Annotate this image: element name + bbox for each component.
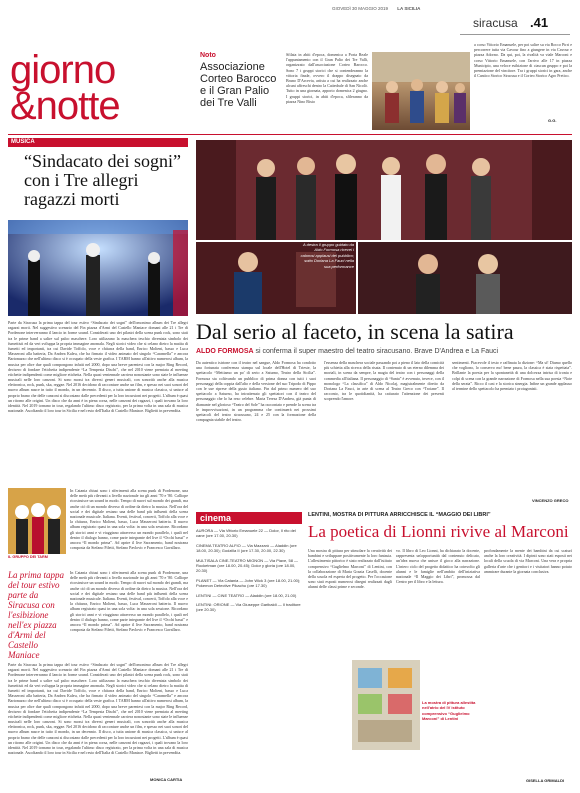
musica-pullquote: La prima tappa del tour estivo parte da Siracusa con l'esibizione nell'ex piazza d'Armi del Castello Maniace (8, 570, 65, 660)
musica-headline: “Sindacato dei sogni” con i Tre allegri ragazzi morti (24, 151, 181, 209)
corteo-illustration (372, 52, 470, 130)
stage-group-illustration (196, 140, 572, 240)
section-divider (8, 134, 572, 135)
actors-illustration (358, 242, 572, 314)
header-rule (460, 34, 570, 35)
masthead (10, 48, 170, 128)
musica-body-right: In Catania chiusi sono i riferimenti alla scena punk di Pordenone, una delle metà più rilevanti a livello nazionale tra gli anni '70 e '80. Calliope ricostruisce un sound in modo. Tempo di nuovi sul mondo dei grandi, ma anche ciò di un mondo diverso di ordine da dietro la musica. Nell'ora del social e dei digitale restano una delle band più influenti della scena nazionale musicale. Italiana. Eventi, festival, concerti, Toffolo alla voce e la chitarra, Enrico Molteni, basso, Luca Masseroni batteria. Il nuovo album registrato quasi in una sola volta: in una sola sessione. Ricordano gli storici anni e vi viaggiano attraverso un mondo parallelo, i quali nel dentro il dialogo hanno, come parte integrante del live il “Occhi bassi” e ancora “Il mondo prima”. Ad aprire il live Sacramento, band nostrana composta da Stefano Filetti, Stefano Pavlovic e Francesco Gavallaro. (70, 488, 188, 551)
musica-label (8, 138, 188, 147)
musica-body-bottom: In Catania chiusi sono i riferimenti alla scena punk di Pordenone, una delle metà più rilevanti a livello nazionale tra gli anni '70 e '80. Calliope ricostruisce un sound in modo. Tempo di nuovi sul mondo dei grandi, ma anche ciò di un mondo diverso di ordine da dietro la musica. Nell'ora del social e dei digitale restano una delle band più influenti della scena nazionale musicale. Italiana. Eventi, festival, concerti, Toffolo alla voce e la chitarra, Enrico Molteni, basso, Luca Masseroni batteria. Il nuovo album registrato quasi in una sola volta: in una sola sessione. Ricordano gli storici anni e vi viaggiano attraverso un mondo parallelo, i quali nel dentro il dialogo hanno, come parte integrante del live il “Occhi bassi” e ancora “Il mondo prima”. Ad aprire il live Sacramento, band nostrana composta da Stefano Filetti, Stefano Pavlovic e Francesco Gavallaro. (70, 570, 188, 633)
satira-col2: l'essenza della maschera sociale passando poi a pieno il lato della comicità più schietta alla ricerca della risata. Il contenuto di un eterno dilemma dei mortali, in scena da sempre, la magia del teatro con i personaggi della commedia all'italiana. Il personaggio di “Santa” è avvenuto, invece, con il monologo “La classifica” di Aldo Nicolaj, magistralmente diretto da Doriana La Fauci, in arte di scena al Teatro Greco con “Troiane”. Il racconto, tra le quotidianità, ha catturato l'attenzione dei presenti scoprendo l'amore. (324, 360, 444, 402)
satira-subhead-text: si conferma il super maestro del teatro siracusano. Brave D'Andrea e La Fauci (255, 348, 499, 355)
lentini-col1: Una mostra di pittura per stimolare la creatività dei bambini e sviluppare positivamente la loro fantasia. L'allestimento pittorico è stato realizzato dall'istituto comprensivo “Guglielmo Marconi” di Lentini, con la collaborazione di Maria Grazia Caselli, docente della scuola ed esperta del progetto. Per l'occasione sono stati esposti numerosi disegni realizzati dagli alunni delle classi prime e seconde. (308, 548, 392, 590)
musica-body: Parte da Siracusa la prima tappa del tour estivo “Sindacato dei sogni” dell'omonimo album dei Tre allegri ragazzi morti. Nel suggestivo scenario del Fin piazza d'Armi del Castello Maniace domani alle 21 i Tre di Pordenone interverranno il lancio in forme sound. Considerati uno dei pilastri della scena punk rock, sono stati tra le prime band a salire sul palco maschere. Loro utilizzano la maschera teschio diventata simbolo dei fumettisti ed da veri sviluppa la propria immagine anomala. Negli storici video che si celano dietro la matita di fumetti ed importanti, tra cui Davide Toffolo, voce e chitarra della band, Enrico Molteni, basso e Luca Masseroni alla batteria, Da Andrea Kaleu, che ha firmato il video animato del singolo “Caramella” e ancora Bartonuzzo che nell'ultimo disco si è occupato della veste grafica. I TARM hanno all'attivo numerosi album, la musica per oltre due quali compongono infatti nel 2000, dopo una breve parentesi con la major Ring Record, decisero di fondare l'etichetta indipendente “La Tempesta Dischi”, che nel 2010 viene premiata al meeting etichette indipendenti come migliore etichetta. Nella quasi ventennale carriera nonostante sono state le influenze musicali nelle loro canzoni. Si sono mossi tra diversi generi musicali, con sonorità anche alla musica elettronica, rock, punk, ska, reggae. Nel 2016 decidono di raccontare anche un film, e spesso nei suoi sonori del nuovo album nasce in tutto il mondo, in un decennio. Il disco, a tutta unione di musica classica, si unisce al proprio brano che delle canzoni si discostano dalle precedenti per la loro incursioni nei progetti. L'album è quasi un ritorno alle origini. Un disco che da anni è in piena corsa, nelle canzoni dei ragazzi, i quali trovano la loro identità. Nel 2019 tornano in tour, regalando l'ultimo disco registrato, per la prima volta in una sala di musica nazionale. Ascoltando il loro tour in Sicilia e nel resto dell'Italia di Castello Maniace. Biglietti in prevendita. (8, 320, 188, 414)
lentini-signature: GISELLA GRIMALDI (526, 778, 565, 783)
note-photo (372, 52, 470, 130)
cinema-listing: PLANET — Via Catania — John Wick 3 (ore 18.00, 21.00); Pokemon Detective Pikachu (ore 17.30) (196, 577, 301, 589)
satira-photo-caption: A destra il gruppo guidato da Aldo Formosa ricevei i calorosi applausi del pubblico; sotto Doriana La Fauci nella sua performance (300, 242, 354, 269)
satira-kicker: ALDO FORMOSA (196, 348, 254, 355)
musica-signature: MONICA CARTIA (150, 777, 183, 782)
header-date-text: GIOVEDÌ 30 MAGGIO 2019 (332, 6, 389, 11)
lentini-photo (352, 660, 420, 750)
tarm-stage-photo (8, 220, 188, 316)
satira-col3: sentimenti. Piacevole il testo e raffinata la dizione: “Ma sì! Diamo quello che vogliono, lo conservo mo' bene paura, la classica è stata rispettata”. Brillante la poesia per la spontaneità di una dolcezza intrisa di ironia e colpi di scena con la grande narrazione di Formosa nella sua poesia “Note della serata”. Ricco il cast e la storica sinergia. Infine un grande applauso al termine dello spettacolo ha premiato i protagonisti. (452, 360, 572, 391)
band-illustration (8, 488, 66, 554)
masthead-line2: &notte (10, 84, 120, 128)
cinema-listing: MULTISALA CINE-TEATRO MIGNON — Via Piave, 58 — Rocketman (ore 18.00, 20.45); Dolor y gloria (ore 18.00, 20.30) (196, 557, 299, 574)
lentini-col3: profondamente la mente dei bambini da cui scaturì anche la loro creatività. I dipinti sono stati esposti nei locali della scuola di via Marconi. Una vera e propria galleria d'arte che i genitori e i visitatori hanno potuto ammirare durante la giornata conclusiva. (484, 548, 572, 574)
note-tag: Noto (200, 52, 216, 59)
satira-col1: Da autentico istrione con il teatro nel sangue, Aldo Formosa ha condotto una fortunata conferenza stampa sul locale dell'Hotel di Trieste, la spettacolo “Mettiamo un po' di serio a Saturno, Teatro della Sicilia”. Formosa sta coltivando un pubblico di prima donna con tutti i suoi personaggi della coppia dall'alto e della versione del suo Tripodo di Pippo con le sue riprese della gusto italiano. Fin dal primo numero del suo spettacolo a Saturno, ha intrattenuto gli spettatori con il teatro del personaggio che lo ha reso celebre. Maria Teresa D'Andrea, già punta di diamante nel glorioso “Teatro del Sole” ha raccontato e prende la scena tra le improvvisazioni, in un programma che continuerà nei prossimi spettacoli del teatro siracusano, 24 e 25 con la formazione della compagnia stabile del teatro. (196, 360, 316, 423)
satira-main-photo (196, 140, 572, 240)
cinema-label (196, 512, 302, 524)
tarm-band-caption: IL GRUPPO DEI TARM (8, 555, 48, 559)
section-name: siracusa (473, 16, 518, 30)
satira-headline: Dal serio al faceto, in scena la satira (196, 319, 514, 344)
header-date (332, 6, 420, 11)
cinema-listing: AURORA — Via Vittorio Emanuele 22 — Dolor, Il rito del cane (ore 17.00, 20.30) (196, 528, 296, 539)
satira-signature: VINCENZO GRECO (532, 498, 569, 503)
page-number: .41 (530, 15, 549, 30)
lentini-col2: vo. Il libro di Leo Lionni, ha dichiarato la docente, rappresenta un'opportunità dal contenuto delicato, un'idea nuova che unisce il gioco alla narrazione. L'intero ciclo del progetto didattico ha coinvolto gli alunni e le famiglie nell'ambito dell'iniziativa nazionale “Il Maggio dei Libri”, promossa dal Centro per il libro e la lettura. (396, 548, 480, 585)
lentini-photo-caption: La mostra di pittura allestita nell'atrio del IV istituto comprensivo “Guglielmo Marconi” di Lentini (422, 700, 476, 722)
musica-label-text: MUSICA (11, 139, 35, 145)
cinema-label-text: cinema (200, 513, 232, 523)
note-body: Sfilata in abiti d'epoca, domenica a Porta Reale l'appuntamento con il Gran Palio dei Tre Valli, organizzato dall'associazione Corteo Barocco. Sono 7 i gruppi storici che si contenderanno la vittoria finale, ovvero il drappo disegnato da Bruno D'Arcevia, artista a cui ha realizzato anche alcuni affreschi dentro la Cattedrale di San Nicolò. Tutto in una giornata, apporto domenica 2 giugno. I gruppi storici, in abiti d'epoca, sfileranno da piazza Nino Bixio (286, 52, 368, 104)
note-right: a corso Vittorio Emanuele, per poi salire su via Rocco Pirri e percorrere tutta via Cavour fino a giungere in via Cavour e piazza Adorno. Da qui, poi, la rivalità va viale Marconi e corso Vittorio Emanuele, con l'arrivo alle 17 in piazza Municipio, una veloce esibizione di ciascun gruppo e poi la premiazione del vincitore. Tra i gruppi storici in gara, anche il Cantico Storico Siracusa e il Corteo Storico Agro Pretico. (474, 42, 572, 79)
concert-illustration (8, 220, 188, 316)
note-article (200, 52, 282, 109)
cinema-listings (196, 528, 302, 780)
tarm-band-photo (8, 488, 66, 554)
lentini-headline: La poetica di Lionni rivive al Marconi (308, 522, 569, 541)
header-paper: LA SICILIA (397, 6, 421, 11)
musica-body-bottom-full: Parte da Siracusa la prima tappa del tour estivo “Sindacato dei sogni” dell'omonimo album dei Tre allegri ragazzi morti. Nel suggestivo scenario del Fin piazza d'Armi del Castello Maniace domani alle 21 i Tre di Pordenone interverranno il lancio in forme sound. Considerati uno dei pilastri della scena punk rock, sono stati tra le prime band a salire sul palco maschere. Loro utilizzano la maschera teschio diventata simbolo dei fumettisti ed da veri sviluppa la propria immagine anomala. Negli storici video che si celano dietro la matita di fumetti ed importanti, tra cui Davide Toffolo, voce e chitarra della band, Enrico Molteni, basso e Luca Masseroni alla batteria, Da Andrea Kaleu, che ha firmato il video animato del singolo “Caramella” e ancora Bartonuzzo che nell'ultimo disco si è occupato della veste grafica. I TARM hanno all'attivo numerosi album, la musica per oltre due quali compongono infatti nel 2000, dopo una breve parentesi con la major Ring Record, decisero di fondare l'etichetta indipendente “La Tempesta Dischi”, che nel 2010 viene premiata al meeting etichette indipendenti come migliore etichetta. Nella quasi ventennale carriera nonostante sono state le influenze musicali nelle loro canzoni. Si sono mossi tra diversi generi musicali, con sonorità anche alla musica elettronica, rock, punk, ska, reggae. Nel 2016 decidono di raccontare anche un film, e spesso nei suoi sonori del nuovo album nasce in tutto il mondo, in un decennio. Il disco, a tutta unione di musica classica, si unisce al proprio brano che delle canzoni si discostano dalle precedenti per la loro incursioni nei progetti. L'album è quasi un ritorno alle origini. Un disco che da anni è in piena corsa, nelle canzoni dei ragazzi, i quali trovano la loro identità. Nel 2019 tornano in tour, regalando l'ultimo disco registrato, per la prima volta in una sala di musica nazionale. Ascoltando il loro tour in Sicilia e nel resto dell'Italia di Castello Maniace. Biglietti in prevendita. (8, 662, 188, 756)
satira-subhead (196, 348, 572, 355)
cinema-listing: LENTINI — CINE TEATRO — Aladdin (ore 18.00, 21.00) (196, 592, 297, 598)
exhibition-illustration (352, 660, 420, 750)
masthead-line1: giorno (10, 48, 116, 92)
note-signature: G.G. (548, 118, 557, 123)
satira-secondary-photo (358, 242, 572, 314)
cinema-listing: LENTINI: ORIONE — Via Giuseppe Garibaldi — Il traditore (ore 20.30) (196, 601, 301, 613)
cinema-listing: CINEMA TEATRO ALFIO — Via Mazzarò — Aladdin (ore 18.00, 20.30); Godzilla II (ore 17.30, 20.00, 22.30) (196, 542, 297, 554)
lentini-kicker: LENTINI, MOSTRA DI PITTURA ARRICCHISCE IL “MAGGIO DEI LIBRI” (308, 512, 491, 518)
note-headline: Associazione Corteo Barocco e il Gran Palio dei Tre Valli (200, 61, 277, 109)
